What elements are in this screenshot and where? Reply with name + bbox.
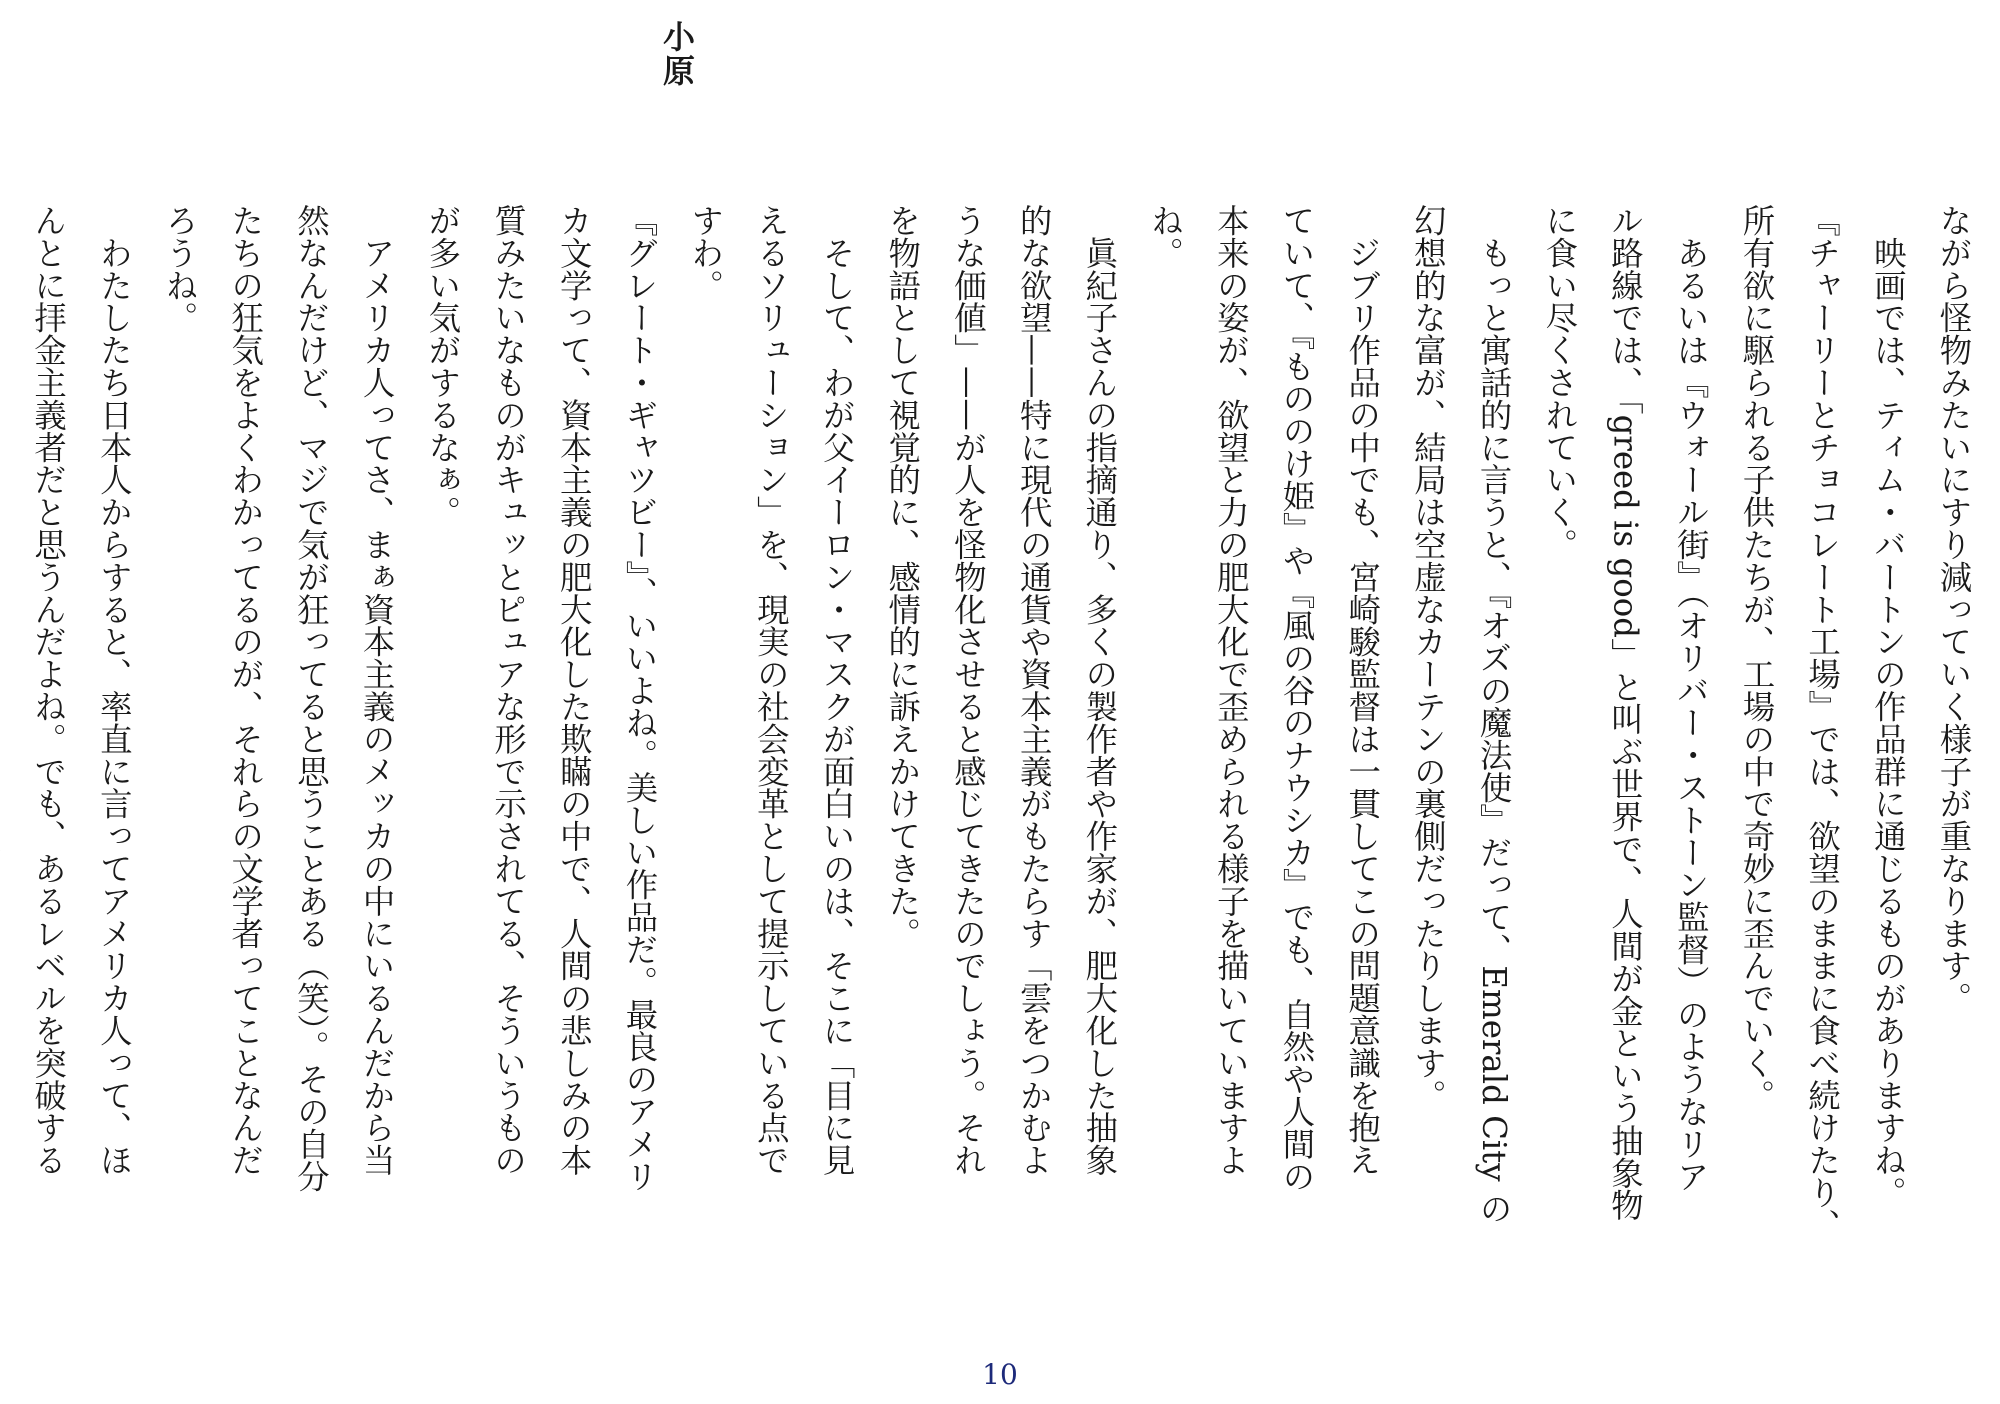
text-line: 『チャーリーとチョコレート工場』では、欲望のままに食べ続けたり、: [1803, 204, 1842, 1241]
text-line: 所有欲に駆られる子供たちが、工場の中で奇妙に歪んでいく。: [1737, 204, 1776, 1112]
text-line: わたしたち日本人からすると、率直に言ってアメリカ人って、ほ: [95, 204, 134, 1176]
body-text: [14, 204, 1986, 1344]
text-line: ル路線では、「greed is good」と叫ぶ世界で、人間が金という抽象物: [1606, 204, 1645, 1222]
text-line: を物語として視覚的に、感情的に訴えかけてきた。: [883, 204, 922, 950]
text-line: カ文学って、資本主義の肥大化した欺瞞の中で、人間の悲しみの本: [555, 204, 594, 1176]
text-line: あるいは『ウォール街』（オリバー・ストーン監督）のようなリア: [1672, 204, 1711, 1193]
text-line: 然なんだけど、マジで気が狂ってると思うことある（笑）。その自分: [292, 204, 331, 1193]
page-number: 10: [982, 1358, 1018, 1391]
text-line: えるソリューション」を、現実の社会変革として提示している点で: [752, 204, 791, 1176]
text-line: んとに拝金主義者だと思うんだよね。でも、あるレベルを突破する: [29, 204, 68, 1176]
text-line: アメリカ人ってさ、まぁ資本主義のメッカの中にいるんだから当: [358, 204, 397, 1176]
text-line: 映画では、ティム・バートンの作品群に通じるものがありますね。: [1869, 204, 1908, 1209]
text-line: に食い尽くされていく。: [1540, 204, 1579, 561]
text-line: 眞紀子さんの指摘通り、多くの製作者や作家が、肥大化した抽象: [1080, 204, 1119, 1176]
text-line: [0, 204, 15, 1344]
text-line: ジブリ作品の中でも、宮崎駿監督は一貫してこの問題意識を抱え: [1343, 204, 1382, 1176]
text-line: 的な欲望——特に現代の通貨や資本主義がもたらす「雲をつかむよ: [1015, 204, 1054, 1176]
text-line: 本来の姿が、欲望と力の肥大化で歪められる様子を描いていますよ: [1212, 204, 1251, 1176]
text-line: ながら怪物みたいにすり減っていく様子が重なります。: [1935, 204, 1973, 1014]
text-line: ていて、『もののけ姫』や『風の谷のナウシカ』でも、自然や人間の: [1277, 204, 1316, 1193]
text-line: そして、わが父イーロン・マスクが面白いのは、そこに「目に見: [818, 204, 857, 1176]
text-line: たちの狂気をよくわかってるのが、それらの文学者ってことなんだ: [226, 204, 265, 1176]
text-line: が多い気がするなぁ。: [423, 204, 462, 528]
text-line: うな価値」——が人を怪物化させると感じてきたのでしょう。それ: [949, 204, 988, 1176]
text-line: すわ。: [686, 204, 725, 302]
text-line: 質みたいなものがキュッとピュアな形で示されてる、そういうもの: [489, 204, 528, 1176]
text-line: 『グレート・ギャツビー』、いいよね。美しい作品だ。最良のアメリ: [620, 204, 659, 1193]
text-line: 幻想的な富が、結局は空虚なカーテンの裏側だったりします。: [1409, 204, 1448, 1112]
text-line: もっと寓話的に言うと、『オズの魔法使』だって、Emerald City の: [1475, 204, 1514, 1225]
speaker-name: 小原: [658, 20, 696, 88]
text-line: ろうね。: [161, 204, 200, 334]
text-line: ね。: [1146, 204, 1185, 269]
